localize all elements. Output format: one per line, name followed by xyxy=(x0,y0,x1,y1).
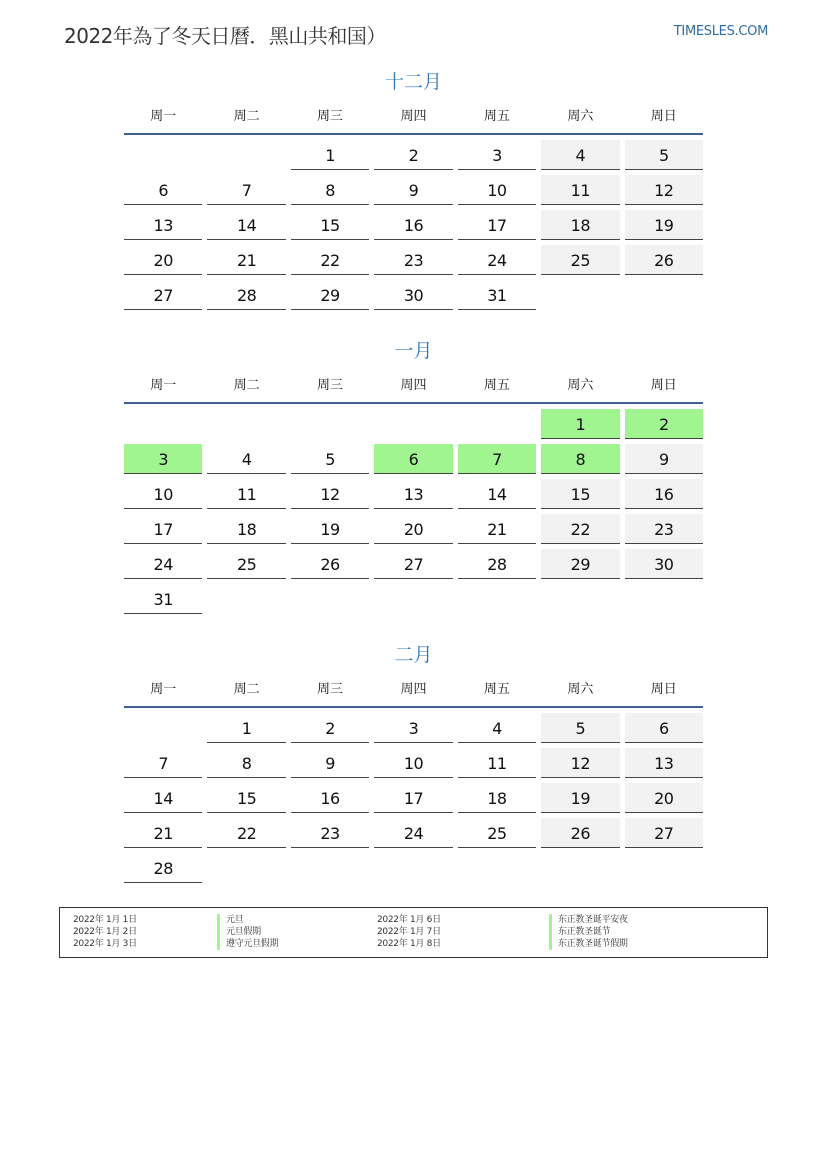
day-cell[interactable]: 28 xyxy=(124,853,202,883)
weekday-label: 周一 xyxy=(150,378,177,393)
month-block xyxy=(124,337,703,614)
day-cell[interactable]: 15 xyxy=(207,783,285,813)
day-cell[interactable]: 16 xyxy=(374,210,452,240)
header-divider xyxy=(124,402,703,404)
day-cell[interactable]: 7 xyxy=(207,175,285,205)
weekday-label: 周日 xyxy=(650,682,677,697)
day-cell[interactable]: 18 xyxy=(541,210,619,240)
days-grid xyxy=(124,713,703,883)
day-cell[interactable]: 7 xyxy=(124,748,202,778)
day-cell[interactable]: 26 xyxy=(291,549,369,579)
day-cell[interactable]: 13 xyxy=(625,748,703,778)
day-cell[interactable]: 14 xyxy=(458,479,536,509)
day-cell[interactable]: 9 xyxy=(291,748,369,778)
empty-cell xyxy=(291,409,369,439)
day-cell[interactable]: 25 xyxy=(207,549,285,579)
day-cell[interactable]: 15 xyxy=(541,479,619,509)
day-cell[interactable]: 22 xyxy=(541,514,619,544)
weekday-label: 周三 xyxy=(317,682,344,697)
day-cell[interactable]: 14 xyxy=(207,210,285,240)
holiday-day-cell[interactable]: 8 xyxy=(541,444,619,474)
day-cell[interactable]: 21 xyxy=(458,514,536,544)
page-title: 2022年為了冬天日曆．黑山共和国） xyxy=(64,24,386,48)
day-cell[interactable]: 14 xyxy=(124,783,202,813)
weekday-header xyxy=(124,373,703,399)
day-cell[interactable]: 20 xyxy=(124,245,202,275)
weekday-label: 周日 xyxy=(650,378,677,393)
day-cell[interactable]: 9 xyxy=(625,444,703,474)
weekday-label: 周一 xyxy=(150,682,177,697)
day-cell[interactable]: 11 xyxy=(458,748,536,778)
weekday-label: 周二 xyxy=(233,682,260,697)
legend-date: 2022年 1月 2日 xyxy=(73,927,137,937)
day-cell[interactable]: 10 xyxy=(124,479,202,509)
holiday-day-cell[interactable]: 3 xyxy=(124,444,202,474)
day-cell[interactable]: 8 xyxy=(291,175,369,205)
weekday-label: 周六 xyxy=(567,682,594,697)
day-cell[interactable]: 25 xyxy=(458,818,536,848)
day-cell[interactable]: 22 xyxy=(207,818,285,848)
legend-holiday-name: 元旦假期 xyxy=(217,926,278,938)
legend-date: 2022年 1月 6日 xyxy=(377,915,441,925)
weekday-label: 周二 xyxy=(233,378,260,393)
day-cell[interactable]: 23 xyxy=(291,818,369,848)
holiday-day-cell[interactable]: 2 xyxy=(625,409,703,439)
day-cell[interactable]: 26 xyxy=(625,245,703,275)
weekday-label: 周三 xyxy=(317,109,344,124)
day-cell[interactable]: 17 xyxy=(374,783,452,813)
day-cell[interactable]: 11 xyxy=(541,175,619,205)
day-cell[interactable]: 24 xyxy=(458,245,536,275)
day-cell[interactable]: 27 xyxy=(625,818,703,848)
weekday-header xyxy=(124,677,703,703)
empty-cell xyxy=(207,409,285,439)
day-cell[interactable]: 17 xyxy=(124,514,202,544)
empty-cell xyxy=(207,140,285,170)
weekday-label: 周四 xyxy=(400,109,427,124)
day-cell[interactable]: 22 xyxy=(291,245,369,275)
month-name: 二月 xyxy=(394,644,433,666)
day-cell[interactable]: 20 xyxy=(374,514,452,544)
day-cell[interactable]: 30 xyxy=(625,549,703,579)
day-cell[interactable]: 26 xyxy=(541,818,619,848)
legend-holiday-name: 元旦 xyxy=(217,914,278,926)
day-cell[interactable]: 18 xyxy=(458,783,536,813)
day-cell[interactable]: 11 xyxy=(207,479,285,509)
day-cell[interactable]: 12 xyxy=(291,479,369,509)
day-cell[interactable]: 5 xyxy=(625,140,703,170)
weekday-label: 周日 xyxy=(650,109,677,124)
day-cell[interactable]: 29 xyxy=(541,549,619,579)
weekday-label: 周四 xyxy=(400,378,427,393)
day-cell[interactable]: 9 xyxy=(374,175,452,205)
day-cell[interactable]: 2 xyxy=(291,713,369,743)
day-cell[interactable]: 3 xyxy=(458,140,536,170)
day-cell[interactable]: 24 xyxy=(124,549,202,579)
day-cell[interactable]: 5 xyxy=(541,713,619,743)
day-cell[interactable]: 4 xyxy=(458,713,536,743)
holiday-day-cell[interactable]: 7 xyxy=(458,444,536,474)
day-cell[interactable]: 23 xyxy=(625,514,703,544)
day-cell[interactable]: 1 xyxy=(291,140,369,170)
day-cell[interactable]: 2 xyxy=(374,140,452,170)
month-block xyxy=(124,641,703,883)
weekday-label: 周二 xyxy=(233,109,260,124)
header-divider xyxy=(124,133,703,135)
day-cell[interactable]: 19 xyxy=(625,210,703,240)
legend-holiday-name: 遵守元旦假期 xyxy=(217,938,278,950)
holiday-day-cell[interactable]: 6 xyxy=(374,444,452,474)
day-cell[interactable]: 16 xyxy=(625,479,703,509)
day-cell[interactable]: 4 xyxy=(207,444,285,474)
weekday-label: 周五 xyxy=(483,378,510,393)
day-cell[interactable]: 27 xyxy=(374,549,452,579)
legend-date: 2022年 1月 1日 xyxy=(73,915,137,925)
legend-holiday-name: 东正教圣诞平安夜 xyxy=(549,914,628,926)
day-cell[interactable]: 4 xyxy=(541,140,619,170)
day-cell[interactable]: 8 xyxy=(207,748,285,778)
days-grid xyxy=(124,409,703,614)
day-cell[interactable]: 27 xyxy=(124,280,202,310)
day-cell[interactable]: 18 xyxy=(207,514,285,544)
legend-names-col-1 xyxy=(217,914,278,950)
weekday-label: 周六 xyxy=(567,109,594,124)
day-cell[interactable]: 1 xyxy=(207,713,285,743)
day-cell[interactable]: 29 xyxy=(291,280,369,310)
empty-cell xyxy=(124,713,202,743)
weekday-label: 周五 xyxy=(483,109,510,124)
day-cell[interactable]: 6 xyxy=(625,713,703,743)
weekday-header xyxy=(124,104,703,130)
empty-cell xyxy=(124,409,202,439)
holiday-day-cell[interactable]: 1 xyxy=(541,409,619,439)
day-cell[interactable]: 16 xyxy=(291,783,369,813)
header-divider xyxy=(124,706,703,708)
holiday-legend xyxy=(59,907,768,958)
day-cell[interactable]: 25 xyxy=(541,245,619,275)
day-cell[interactable]: 12 xyxy=(625,175,703,205)
day-cell[interactable]: 19 xyxy=(541,783,619,813)
day-cell[interactable]: 15 xyxy=(291,210,369,240)
day-cell[interactable]: 6 xyxy=(124,175,202,205)
day-cell[interactable]: 13 xyxy=(374,479,452,509)
empty-cell xyxy=(458,409,536,439)
legend-date: 2022年 1月 8日 xyxy=(377,939,441,949)
weekday-label: 周六 xyxy=(567,378,594,393)
day-cell[interactable]: 13 xyxy=(124,210,202,240)
day-cell[interactable]: 24 xyxy=(374,818,452,848)
legend-dates-col-1 xyxy=(73,914,137,950)
weekday-label: 周一 xyxy=(150,109,177,124)
day-cell[interactable]: 21 xyxy=(124,818,202,848)
day-cell[interactable]: 23 xyxy=(374,245,452,275)
day-cell[interactable]: 21 xyxy=(207,245,285,275)
month-name: 十二月 xyxy=(384,71,442,93)
legend-names-col-2 xyxy=(549,914,628,950)
day-cell[interactable]: 28 xyxy=(207,280,285,310)
day-cell[interactable]: 12 xyxy=(541,748,619,778)
brand-logo-text[interactable]: TIMESLES.COM xyxy=(673,24,768,39)
day-cell[interactable]: 31 xyxy=(458,280,536,310)
weekday-label: 周五 xyxy=(483,682,510,697)
empty-cell xyxy=(124,140,202,170)
day-cell[interactable]: 10 xyxy=(458,175,536,205)
days-grid xyxy=(124,140,703,310)
day-cell[interactable]: 3 xyxy=(374,713,452,743)
day-cell[interactable]: 17 xyxy=(458,210,536,240)
legend-date: 2022年 1月 3日 xyxy=(73,939,137,949)
day-cell[interactable]: 30 xyxy=(374,280,452,310)
day-cell[interactable]: 31 xyxy=(124,584,202,614)
month-name: 一月 xyxy=(394,340,433,362)
legend-holiday-name: 东正教圣诞节假期 xyxy=(549,938,628,950)
weekday-label: 周三 xyxy=(317,378,344,393)
day-cell[interactable]: 19 xyxy=(291,514,369,544)
day-cell[interactable]: 20 xyxy=(625,783,703,813)
legend-date: 2022年 1月 7日 xyxy=(377,927,441,937)
day-cell[interactable]: 28 xyxy=(458,549,536,579)
legend-dates-col-2 xyxy=(377,914,441,950)
weekday-label: 周四 xyxy=(400,682,427,697)
legend-holiday-name: 东正教圣诞节 xyxy=(549,926,628,938)
day-cell[interactable]: 10 xyxy=(374,748,452,778)
month-block xyxy=(124,68,703,310)
day-cell[interactable]: 5 xyxy=(291,444,369,474)
empty-cell xyxy=(374,409,452,439)
